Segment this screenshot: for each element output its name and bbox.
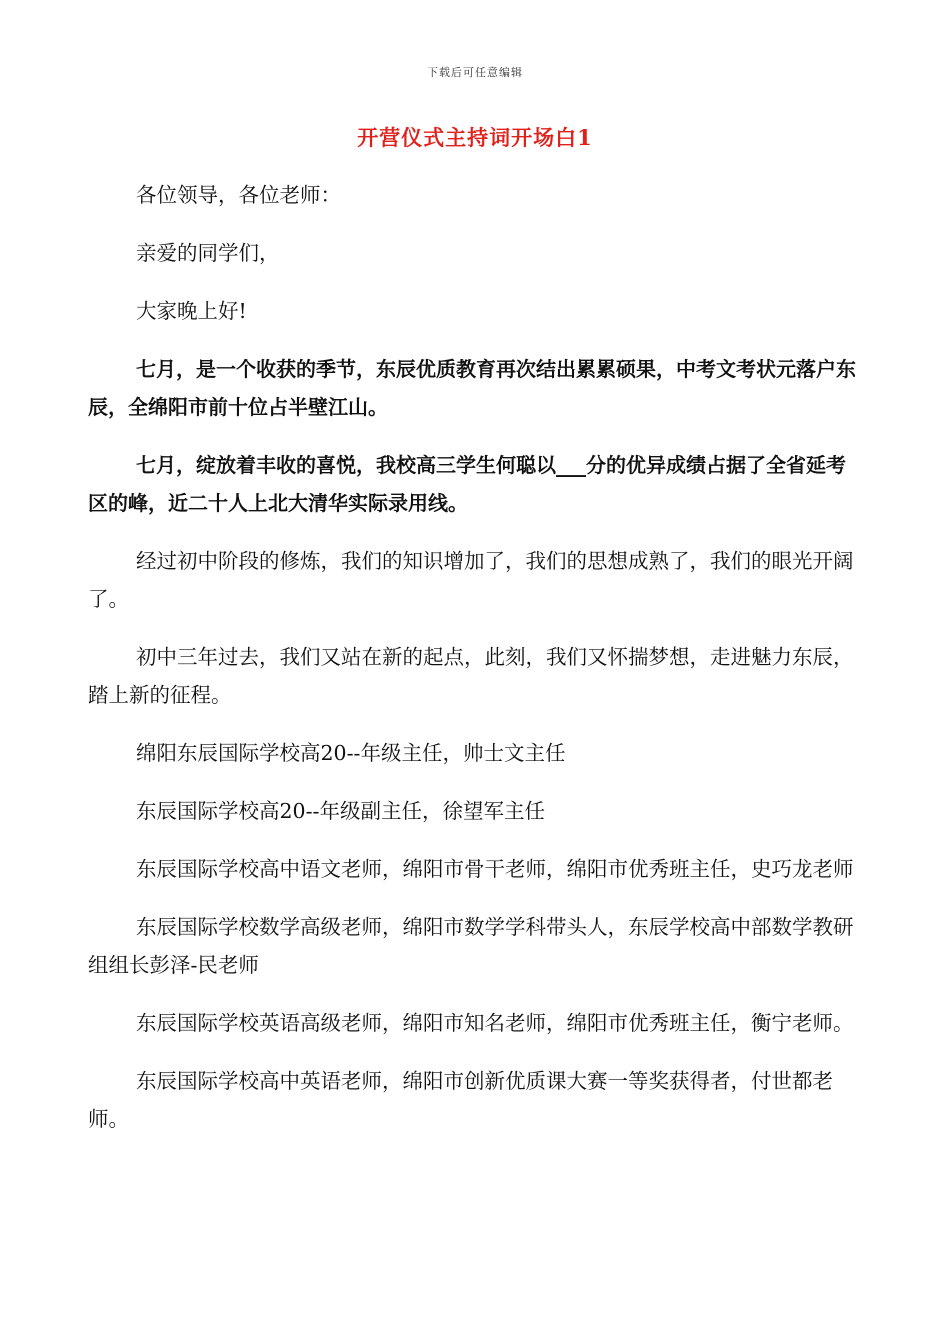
paragraph-july-harvest: 七月，是一个收获的季节，东辰优质教育再次结出累累硕果，中考文考状元落户东辰，全绵阳市前十位占半壁江山。 [88,357,856,419]
paragraph-junior-training: 经过初中阶段的修炼，我们的知识增加了，我们的思想成熟了，我们的眼光开阔了。 [88,549,854,611]
paragraph-new-start: 初中三年过去，我们又站在新的起点，此刻，我们又怀揣梦想，走进魅力东辰，踏上新的征程。 [88,645,854,707]
paragraph-math-teacher: 东辰国际学校数学高级老师，绵阳市数学学科带头人，东辰学校高中部数学教研组组长彭泽-民老师 [88,915,854,977]
paragraph-english-teacher: 东辰国际学校高中英语老师，绵阳市创新优质课大赛一等奖获得者，付世都老师。 [88,1069,833,1131]
paragraph-greeting-students: 亲爱的同学们， [136,241,280,265]
paragraph-greeting-leaders: 各位领导，各位老师： [136,183,341,207]
paragraph-greeting-evening: 大家晚上好! [136,299,247,323]
paragraph-chinese-teacher: 东辰国际学校高中语文老师，绵阳市骨干老师，绵阳市优秀班主任，史巧龙老师 [136,857,854,881]
document-title: 开营仪式主持词开场白1 [357,125,593,150]
document-body [88,176,860,1158]
paragraph-grade-director: 绵阳东辰国际学校高20--年级主任，帅士文主任 [136,741,566,765]
page-header-note: 下载后可任意编辑 [427,66,523,79]
paragraph-english-teacher-senior: 东辰国际学校英语高级老师，绵阳市知名老师，绵阳市优秀班主任，衡宁老师。 [136,1011,854,1035]
paragraph-deputy-director: 东辰国际学校高20--年级副主任，徐望军主任 [136,799,545,823]
paragraph-july-joy: 七月，绽放着丰收的喜悦，我校高三学生何聪以___分的优异成绩占据了全省延考区的峰，近二十人上北大清华实际录用线。 [88,453,846,515]
